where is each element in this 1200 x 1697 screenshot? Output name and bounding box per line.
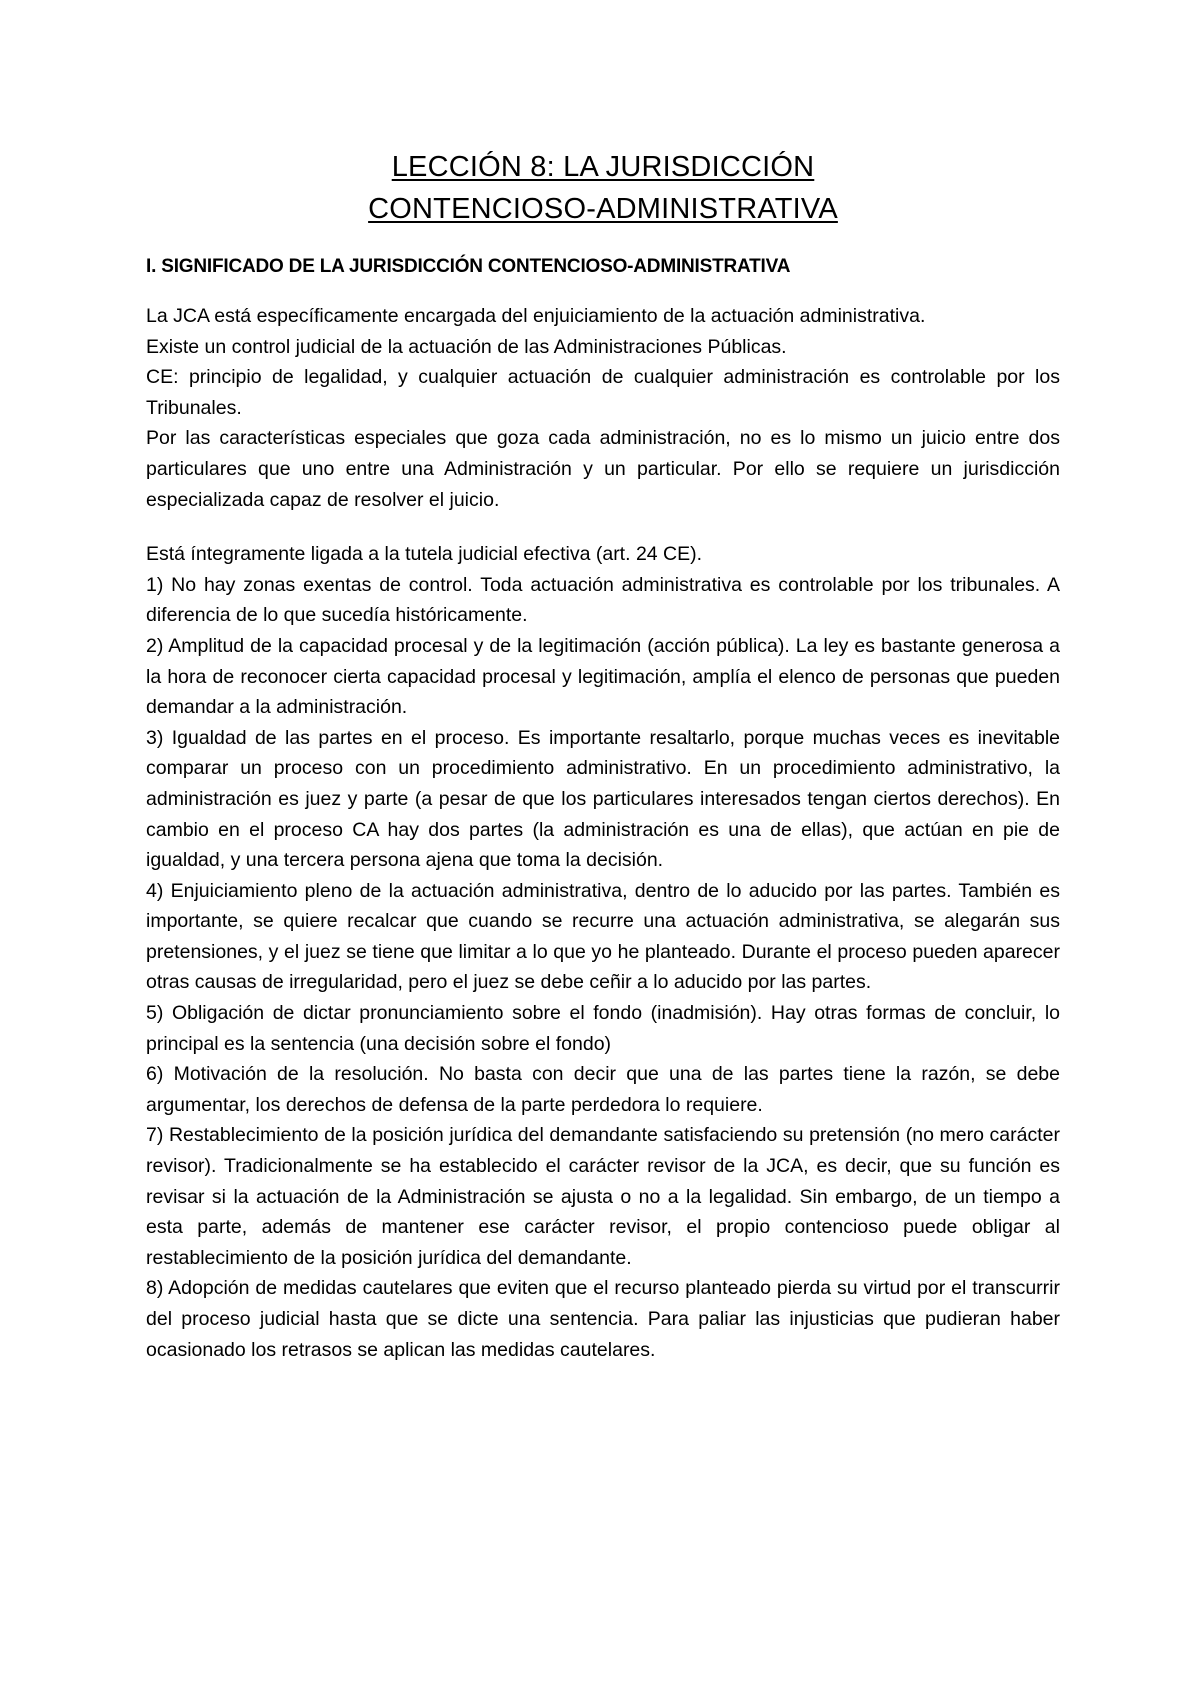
body-paragraph: 4) Enjuiciamiento pleno de la actuación administrativa, dentro de lo aducido por las partes. También es importante, se quiere recalcar que cuando se recurre una actuación administrativa, se alegarán sus pretensiones, y el juez se tiene que limitar a lo que yo he planteado. Durante el proceso pueden aparecer otras causas de irregularidad, pero el juez se debe ceñir a lo aducido por las partes. <box>146 879 1060 994</box>
body-paragraph: 2) Amplitud de la capacidad procesal y de la legitimación (acción pública). La ley es bastante generosa a la hora de reconocer cierta capacidad procesal y legitimación, amplía el elenco de personas que pueden demandar a la administración. <box>146 634 1060 719</box>
intro-block <box>146 301 1060 515</box>
title-line-1: LECCIÓN 8: LA JURISDICCIÓN <box>391 151 815 183</box>
intro-paragraph: Existe un control judicial de la actuación de las Administraciones Públicas. <box>146 335 787 358</box>
document-title <box>146 146 1060 230</box>
paragraph-gap <box>146 515 1060 539</box>
body-paragraph: 5) Obligación de dictar pronunciamiento sobre el fondo (inadmisión). Hay otras formas de concluir, lo principal es la sentencia (una decisión sobre el fondo) <box>146 1002 1060 1055</box>
body-paragraph: 8) Adopción de medidas cautelares que eviten que el recurso planteado pierda su virtud por el transcurrir del proceso judicial hasta que se dicte una sentencia. Para paliar las injusticias que pudieran haber ocasionado los retrasos se aplican las medidas cautelares. <box>146 1277 1060 1361</box>
title-line-2: CONTENCIOSO-ADMINISTRATIVA <box>368 193 838 225</box>
intro-paragraph: CE: principio de legalidad, y cualquier actuación de cualquier administración es controlable por los Tribunales. <box>146 366 1060 419</box>
section-heading: I. SIGNIFICADO DE LA JURISDICCIÓN CONTENCIOSO-ADMINISTRATIVA <box>146 256 791 277</box>
body-paragraph: 7) Restablecimiento de la posición jurídica del demandante satisfaciendo su pretensión (no mero carácter revisor). Tradicionalmente se ha establecido el carácter revisor de la JCA, es decir, que su función es revisar si la actuación de la Administración se ajusta o no a la legalidad. Sin embargo, de un tiempo a esta parte, además de mantener ese carácter revisor, el propio contencioso puede obligar al restablecimiento de la posición jurídica del demandante. <box>146 1124 1060 1269</box>
body-block <box>146 539 1060 1365</box>
body-paragraph: 3) Igualdad de las partes en el proceso. Es importante resaltarlo, porque muchas veces es inevitable comparar un proceso con un procedimiento administrativo. En un procedimiento administrativo, la administración es juez y parte (a pesar de que los particulares interesados tengan ciertos derechos). En cambio en el proceso CA hay dos partes (la administración es una de ellas), que actúan en pie de igualdad, y una tercera persona ajena que toma la decisión. <box>146 726 1060 872</box>
body-paragraph: Está íntegramente ligada a la tutela judicial efectiva (art. 24 CE). <box>146 543 703 566</box>
body-paragraph: 1) No hay zonas exentas de control. Toda actuación administrativa es controlable por los tribunales. A diferencia de lo que sucedía históricamente. <box>146 573 1060 627</box>
body-paragraph: 6) Motivación de la resolución. No basta con decir que una de las partes tiene la razón, se debe argumentar, los derechos de defensa de la parte perdedora lo requiere. <box>146 1063 1060 1116</box>
document-page <box>146 146 1060 1365</box>
intro-paragraph: Por las características especiales que goza cada administración, no es lo mismo un juicio entre dos particulares que uno entre una Administración y un particular. Por ello se requiere un jurisdicción especializada capaz de resolver el juicio. <box>146 427 1060 511</box>
intro-paragraph: La JCA está específicamente encargada del enjuiciamiento de la actuación administrativa. <box>146 305 926 327</box>
